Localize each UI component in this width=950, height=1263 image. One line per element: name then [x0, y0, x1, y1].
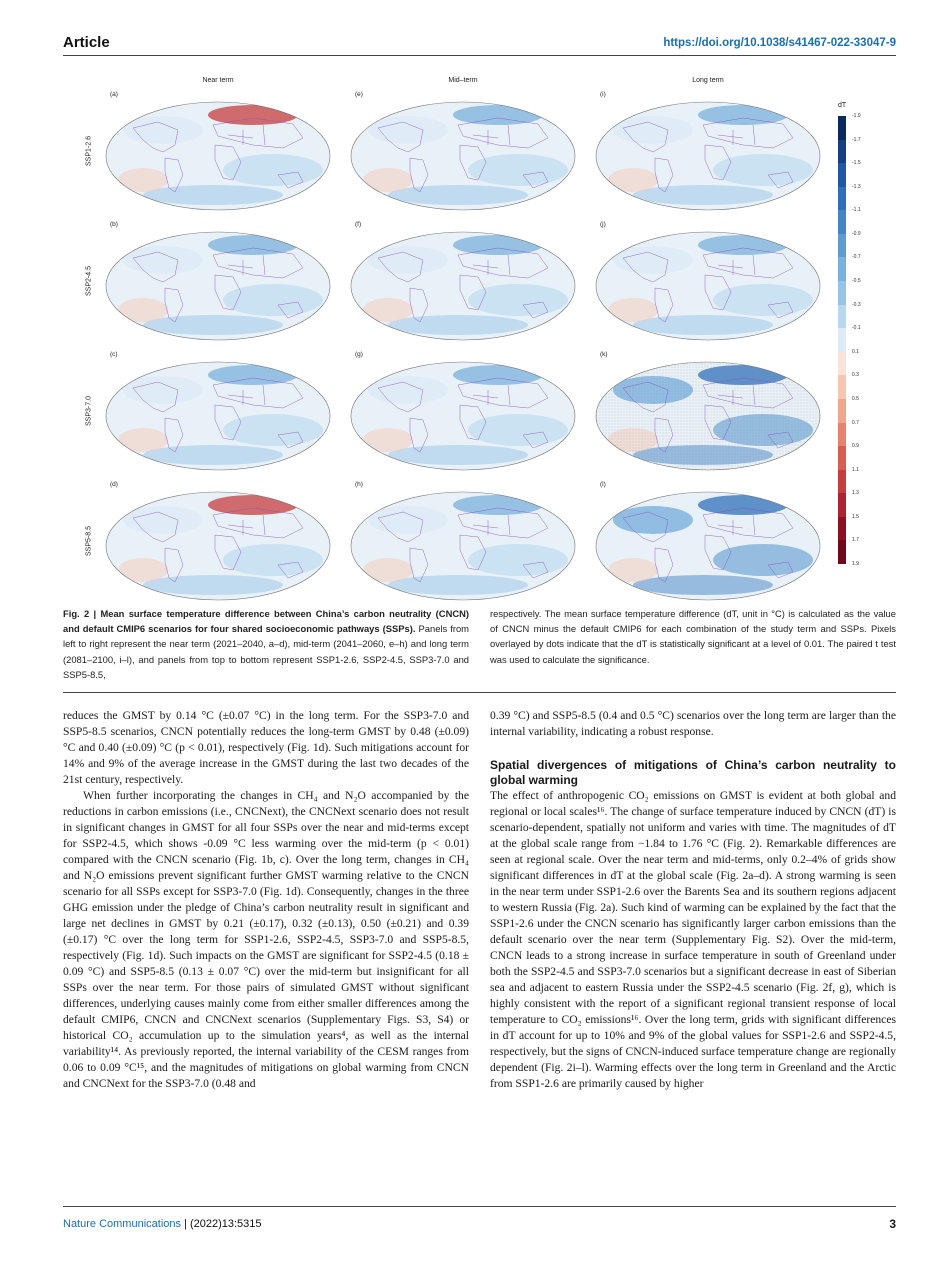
page-header [63, 34, 896, 56]
colorbar-segment [838, 470, 846, 494]
doi-link[interactable]: https://doi.org/10.1038/s41467-022-33047-9 [663, 37, 896, 49]
colorbar-tick-label: 1.3 [852, 490, 859, 497]
caption-text-right: respectively. The mean surface temperature difference (dT, unit in °C) is calculated as the value of CNCN minus the default CMIP6 for each combination of the study term and SSPs. Pixels overlayed by dots indicate that the dT is statistically significant at a level of 0.01. The paired t test was used to calculate the significance. [490, 608, 896, 665]
article-label: Article [63, 34, 110, 51]
panel-label: (l) [600, 481, 606, 488]
colorbar-segment [838, 540, 846, 564]
colorbar-segment [838, 423, 846, 447]
colorbar-tick-label: -0.5 [852, 278, 861, 285]
colorbar-segment [838, 140, 846, 164]
panel-label: (h) [355, 481, 363, 488]
colorbar-tick-label: 0.5 [852, 395, 859, 402]
colorbar-scale [838, 116, 846, 564]
colorbar-segment [838, 399, 846, 423]
colorbar-segment [838, 281, 846, 305]
map-panel [103, 481, 333, 604]
colorbar-tick-label: -1.9 [852, 113, 861, 119]
panel-label: (f) [355, 221, 362, 228]
world-map [103, 100, 333, 212]
paragraph-2: When further incorporating the changes in CH₄ and N₂O accompanied by the reductions in carbon emissions (i.e., CNCNext), the CNCNext scenario does not result in significant changes in GMST for all four SSPs over the near and mid-terms except for SSP2-4.5, which shows -0.09 °C less warming over the mid-term (p < 0.01) compared with the CNCN scenario (Fig. 1b, c). Over the long term, changes in CH₄ and N₂O emissions prevent significant further GMST warming relative to the CNCN scenario for all SSPs except for SSP3-7.0 (Fig. 1d). Consequently, changes in the three GHG emission under the pledge of China’s carbon neutrality result in significant and large net declines in GMST by 0.21 (±0.17), 0.32 (±0.13), 0.50 (±0.21) and 0.39 (±0.17) °C over the long term for SSP1-2.6, SSP2-4.5, SSP3-7.0 and SSP5-8.5, respectively (Fig. 1d). Such impacts on the GMST are significant for SSP2-4.5 (0.18 ± 0.09 °C) and SSP5-8.5 (0.13 ± 0.07 °C) over the mid-term but insignificant for all SSPs over the near term. For those pairs of simulated GMST without significant differences, underlying causes mainly come from either smaller differences among the default CMIP6, CNCN and CNCNext scenarios (Supplementary Figs. S3, S4) or historical CO₂ accumulation up to the simulation years⁴, as well as the internal variability¹⁴. As previously reported, the internal variability of the CESM ranges from 0.06 to 0.09 °C¹⁵, and the magnitudes of mitigations on global warming from CNCN and CNCNext for the SSP3-7.0 (0.48 and [63, 789, 469, 1090]
world-map [348, 360, 578, 472]
caption-text-left: Panels from left to right represent the near term (2021–2040, a–d), mid-term (2041–2060, e–h) and long term (2081–2100, i–l), and panels from top to bottom represent SSP1-2.6, SSP2-4.5, SSP3-7.0 and SSP5-8.5, [63, 623, 469, 680]
panel-label: (a) [110, 91, 118, 98]
panel-label: (j) [600, 221, 606, 228]
colorbar-tick-label: 1.5 [852, 513, 859, 520]
colorbar-tick-label: -0.7 [852, 254, 861, 261]
column-header-long-term: Long term [692, 77, 724, 84]
world-map [348, 100, 578, 212]
colorbar-tick-label: -0.3 [852, 301, 861, 308]
colorbar-segment [838, 257, 846, 281]
body-column-right [490, 708, 896, 1092]
row-label-ssp126: SSP1-2.6 [85, 136, 93, 166]
colorbar-tick-label: -0.9 [852, 230, 861, 237]
map-panel [103, 221, 333, 344]
colorbar-tick-label: -1.1 [852, 207, 861, 214]
panel-label: (e) [355, 91, 363, 98]
map-panel [593, 351, 823, 474]
world-map [103, 360, 333, 472]
section-heading: Spatial divergences of mitigations of China’s carbon neutrality to global warming [490, 758, 896, 787]
colorbar-segment [838, 352, 846, 376]
row-label-ssp585: SSP5-8.5 [85, 526, 93, 556]
colorbar-segment [838, 517, 846, 541]
map-panel [348, 351, 578, 474]
map-panel [103, 91, 333, 214]
map-panel [593, 481, 823, 604]
panel-label: (b) [110, 221, 118, 228]
figure-2 [63, 66, 896, 603]
map-panel [593, 91, 823, 214]
page-number: 3 [889, 1217, 896, 1231]
colorbar-segment [838, 305, 846, 329]
colorbar-segment [838, 187, 846, 211]
column-header-near-term: Near term [202, 77, 234, 84]
world-map [103, 490, 333, 602]
colorbar-tick-label: -1.7 [852, 136, 861, 143]
colorbar-segment [838, 116, 846, 140]
colorbar-tick-label: 1.1 [852, 466, 859, 473]
journal-name[interactable]: Nature Communications | (2022)13:5315 [63, 1218, 262, 1230]
colorbar-tick-label: 0.9 [852, 443, 859, 450]
map-panel [348, 481, 578, 604]
row-label-ssp370: SSP3-7.0 [85, 396, 93, 426]
world-map [593, 490, 823, 602]
colorbar-tick-label: 1.7 [852, 537, 859, 544]
colorbar-tick-label: -1.3 [852, 183, 861, 190]
map-panel [103, 351, 333, 474]
colorbar-segment [838, 375, 846, 399]
colorbar-tick-label: 1.9 [852, 561, 859, 567]
colorbar-tick-label: 0.3 [852, 372, 859, 379]
paragraph-1: reduces the GMST by 0.14 °C (±0.07 °C) in the long term. For the SSP3-7.0 and SSP5-8.5 scenarios, CNCN potentially reduces the long-term GMST by 0.48 (±0.09) °C and 0.40 (±0.09) °C (p < 0.01), respectively (Fig. 1d). Such mitigations account for 14% and 9% of the average increase in the GMST during the last two decades of the 21st century, respectively. [63, 709, 469, 786]
figure-label: Fig. 2 | [63, 608, 97, 619]
colorbar-segment [838, 163, 846, 187]
colorbar-segment [838, 328, 846, 352]
figure-caption-right [490, 606, 896, 667]
map-panel [348, 221, 578, 344]
colorbar-segment [838, 446, 846, 470]
colorbar-tick-label: -0.1 [852, 325, 861, 332]
colorbar-segment [838, 210, 846, 234]
column-header-mid-term: Mid–term [448, 77, 478, 84]
colorbar-title: dT [838, 102, 847, 109]
panel-label: (d) [110, 481, 118, 488]
panel-label: (c) [110, 351, 118, 358]
map-panel [593, 221, 823, 344]
map-panel [348, 91, 578, 214]
row-label-ssp245: SSP2-4.5 [85, 266, 93, 296]
body-column-left [63, 708, 469, 1092]
caption-divider [63, 692, 896, 693]
panel-label: (g) [355, 351, 363, 358]
world-map [593, 360, 823, 472]
panel-label: (i) [600, 91, 606, 98]
world-map [593, 230, 823, 342]
colorbar-segment [838, 234, 846, 258]
page-footer [63, 1206, 896, 1236]
world-map [348, 490, 578, 602]
world-map [593, 100, 823, 212]
figure-title: Mean surface temperature difference between China’s carbon neutrality (CNCN) and default CMIP6 scenarios for four shared socioeconomic pathways (SSPs). [63, 608, 469, 635]
world-map [103, 230, 333, 342]
paragraph-3: 0.39 °C) and SSP5-8.5 (0.4 and 0.5 °C) scenarios over the long term are larger than the internal variability, indicating a robust response. [490, 709, 896, 738]
panel-label: (k) [600, 351, 608, 358]
colorbar-tick-label: 0.7 [852, 419, 859, 426]
colorbar [838, 102, 888, 572]
colorbar-tick-label: 0.1 [852, 348, 859, 355]
colorbar-tick-label: -1.5 [852, 160, 861, 167]
paragraph-4: The effect of anthropogenic CO₂ emissions on GMST is evident at both global and regional or local scales¹⁶. The change of surface temperature induced by CNCN (dT) is scenario-dependent, spatially not uniform and varies with time. The magnitudes of dT at the global scale range from −1.84 to 1.76 °C (Fig. 2). Remarkable differences are seen at regional scale. Over the near term and mid-terms, only 0.2–4% of grids show significant differences in dT at the global scale (Fig. 2a–d). A strong warming is seen in the near term under SSP1-2.6 over the Barents Sea and its southern regions adjacent to western Russia (Fig. 2a). Such kind of warming can be explained by the fact that the SSP1-2.6 under the CNCN scenario has significantly larger carbon emissions than the default scenario over the near term (Supplementary Fig. S2). Over the mid-term, CNCN leads to a strong increase in surface temperature in south of Greenland under both the SSP2-4.5 and SSP3-7.0 scenarios but a significant decrease in east of Siberian sea and adjacent to eastern Russia under the SSP2-4.5 scenario (Fig. 2f, g), which is highly consistent with the report of a significant regional transient response of local temperature to CO₂ emissions¹⁶. Over the long term, grids with significant differences in dT account for up to 10% and 9% of the global values for SSP1-2.6 and SSP2-4.5, respectively, but the signs of CNCN-induced surface temperature change are regionally dependent (Fig. 2i–l). Warming effects over the long term in Greenland and the Arctic from SSP1-2.6 are primarily caused by higher [490, 789, 896, 1090]
world-map [348, 230, 578, 342]
figure-caption-left [63, 606, 469, 682]
colorbar-segment [838, 493, 846, 517]
